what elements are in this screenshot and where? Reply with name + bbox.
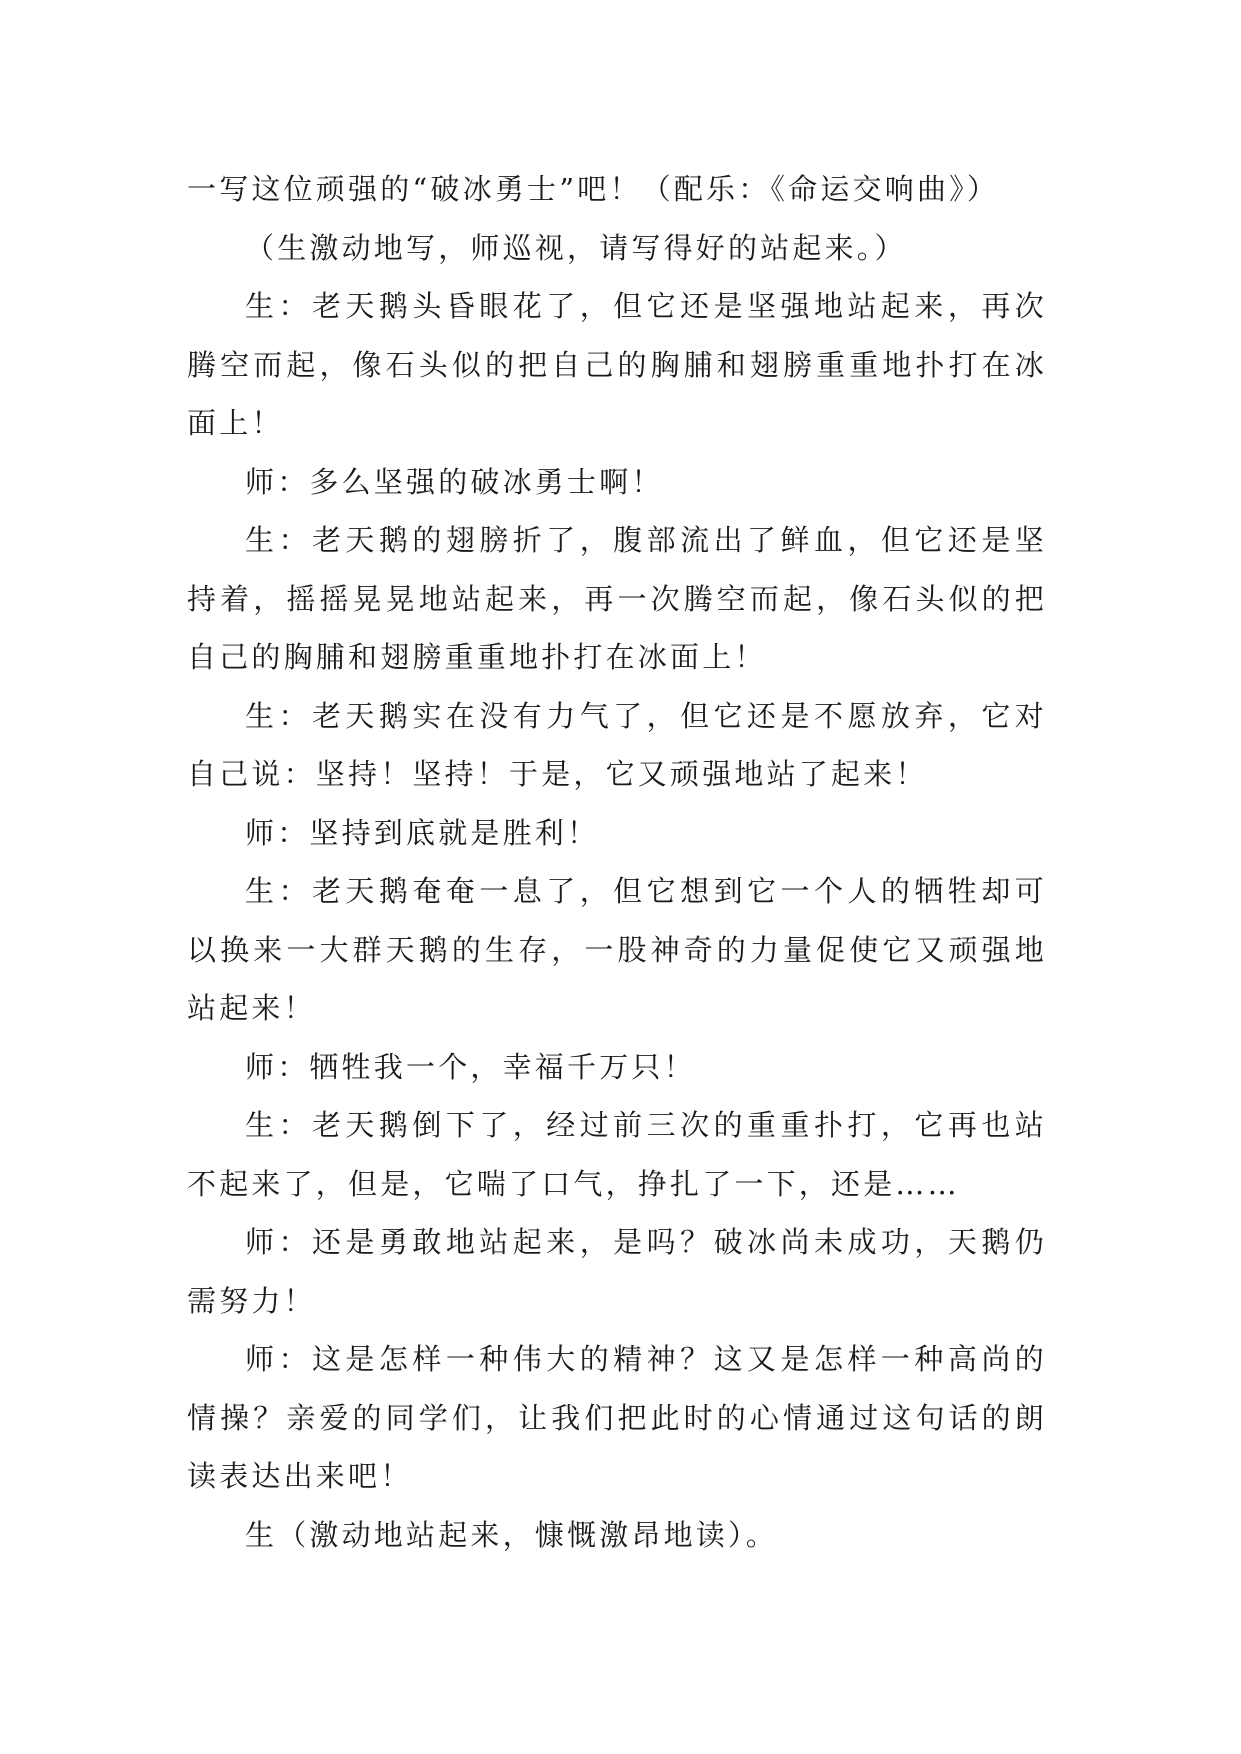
paragraph-2: （生激动地写，师巡视，请写得好的站起来。）: [245, 230, 907, 265]
paragraph-9: 师：牺牲我一个，幸福千万只！: [245, 1049, 696, 1084]
document-body: [187, 160, 1047, 1564]
paragraph-6: 生：老天鹅实在没有力气了，但它还是不愿放弃，它对自己说：坚持！坚持！于是，它又顽强地站了起来！: [187, 698, 1047, 791]
paragraph-11: 师：还是勇敢地站起来，是吗？破冰尚未成功，天鹅仍需努力！: [187, 1225, 1047, 1318]
paragraph-5: 生：老天鹅的翅膀折了，腹部流出了鲜血，但它还是坚持着，摇摇晃晃地站起来，再一次腾空而起，像石头似的把自己的胸脯和翅膀重重地扑打在冰面上！: [187, 523, 1047, 674]
paragraph-10: 生：老天鹅倒下了，经过前三次的重重扑打，它再也站不起来了，但是，它喘了口气，挣扎了一下，还是……: [187, 1108, 1047, 1201]
paragraph-13: 生（激动地站起来，慷慨激昂地读）。: [245, 1517, 778, 1552]
paragraph-8: 生：老天鹅奄奄一息了，但它想到它一个人的牺牲却可以换来一大群天鹅的生存，一股神奇的力量促使它又顽强地站起来！: [187, 874, 1047, 1025]
paragraph-1: 一写这位顽强的“破冰勇士”吧！（配乐：《命运交响曲》）: [187, 172, 1000, 206]
paragraph-4: 师：多么坚强的破冰勇士啊！: [245, 464, 664, 499]
paragraph-12: 师：这是怎样一种伟大的精神？这又是怎样一种高尚的情操？亲爱的同学们，让我们把此时的心情通过这句话的朗读表达出来吧！: [187, 1342, 1047, 1493]
paragraph-7: 师：坚持到底就是胜利！: [245, 815, 600, 850]
paragraph-3: 生：老天鹅头昏眼花了，但它还是坚强地站起来，再次腾空而起，像石头似的把自己的胸脯和翅膀重重地扑打在冰面上！: [187, 289, 1047, 440]
